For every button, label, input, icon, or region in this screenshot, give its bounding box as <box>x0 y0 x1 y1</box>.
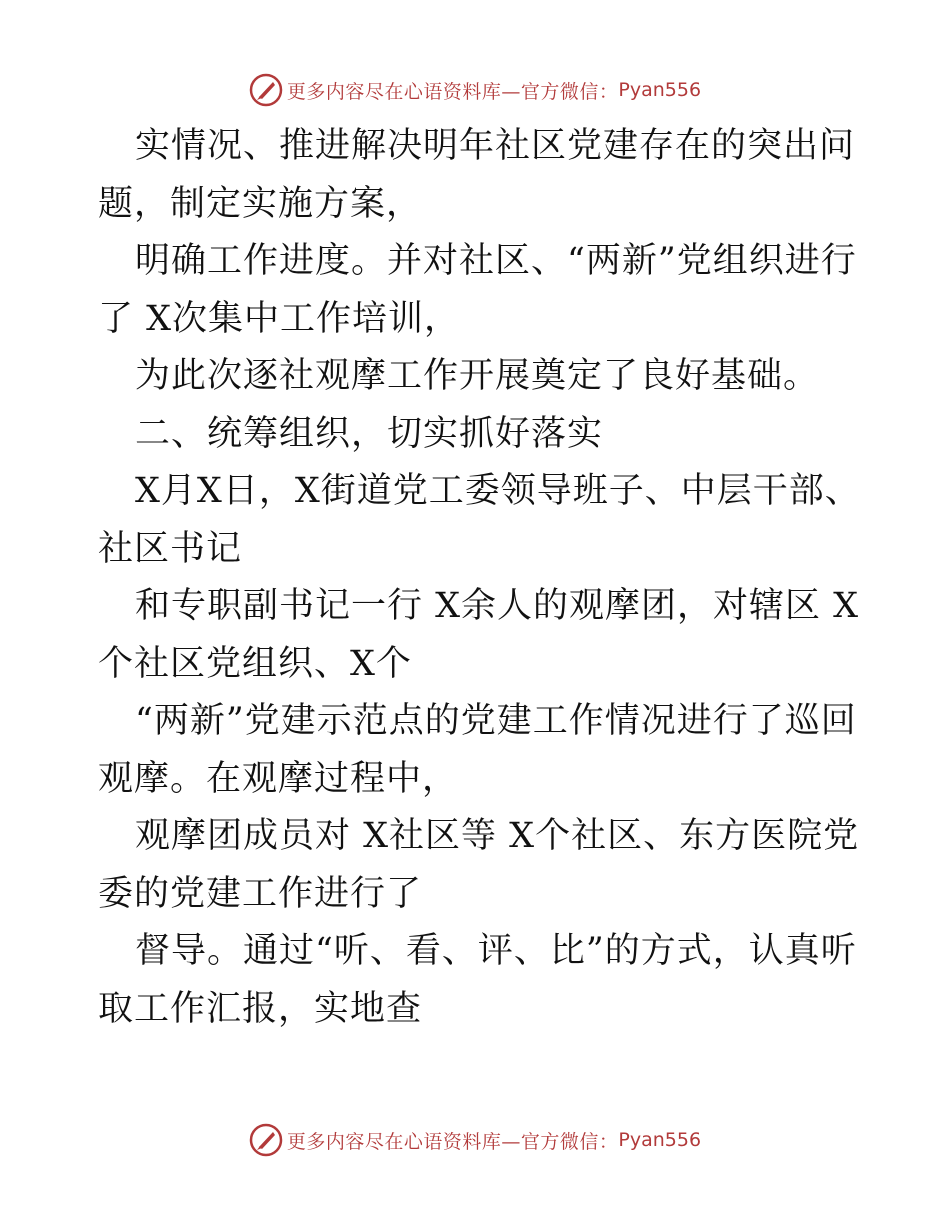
paragraph-line: 和专职副书记一行 X余人的观摩团，对辖区 X <box>135 586 860 626</box>
paragraph-line: 委的党建工作进行了 <box>98 873 423 914</box>
paragraph-line: X月X日，X街道党工委领导班子、中层干部、 <box>135 471 861 511</box>
header-wechat-id: Pyan556 <box>618 79 702 101</box>
footer-banner <box>0 1120 950 1160</box>
paragraph-line: 了 X次集中工作培训， <box>98 298 461 339</box>
paragraph-line: 观摩团成员对 X社区等 X个社区、东方医院党 <box>135 816 860 856</box>
paragraph-line: 社区书记 <box>98 528 243 569</box>
paragraph-line: 取工作汇报，实地查 <box>98 988 423 1029</box>
paragraph-line: 观摩。在观摩过程中， <box>98 758 459 799</box>
paragraph-line: 个社区党组织、X个 <box>98 643 412 684</box>
footer-banner-text: 更多内容尽在心语资料库—官方微信： <box>286 1130 619 1153</box>
header-banner-text: 更多内容尽在心语资料库—官方微信： <box>286 80 619 103</box>
paragraph-line: “两新”党建示范点的党建工作情况进行了巡回 <box>135 701 857 741</box>
section-heading: 二、统筹组织，切实抓好落实 <box>135 413 604 454</box>
paragraph-line: 为此次逐社观摩工作开展奠定了良好基础。 <box>135 356 820 396</box>
paragraph-line: 明确工作进度。并对社区、“两新”党组织进行 <box>135 241 857 281</box>
paragraph-line: 督导。通过“听、看、评、比”的方式，认真听 <box>135 931 857 971</box>
paragraph-line: 题，制定实施方案， <box>98 183 423 224</box>
footer-wechat-id: Pyan556 <box>618 1129 702 1151</box>
header-banner <box>0 70 950 110</box>
document-body <box>98 118 868 1038</box>
paragraph-line: 实情况、推进解决明年社区党建存在的突出问 <box>135 126 856 166</box>
quill-logo-icon <box>249 1123 283 1157</box>
quill-logo-icon <box>249 73 283 107</box>
